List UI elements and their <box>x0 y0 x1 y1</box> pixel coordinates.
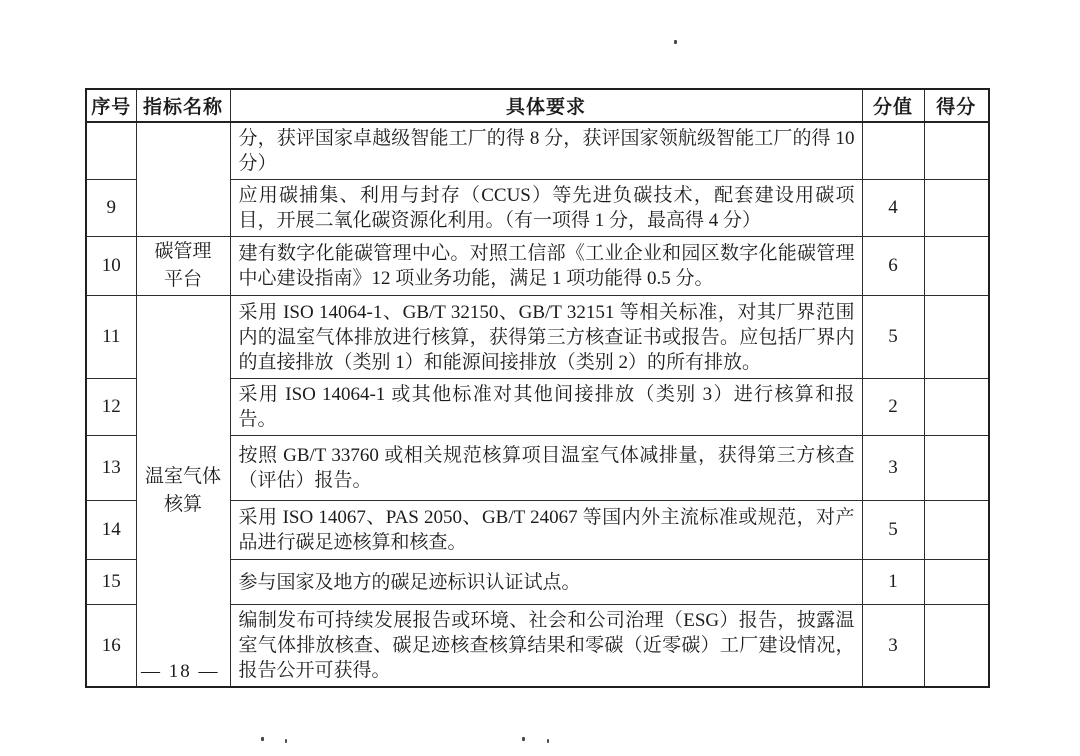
header-serial: 序号 <box>86 89 136 122</box>
cell-score <box>924 436 989 501</box>
cell-indicator-carbon-management-platform <box>136 237 230 296</box>
scan-speck <box>547 739 549 743</box>
cell-requirement: 采用 ISO 14067、PAS 2050、GB/T 24067 等国内外主流标准或规范，对产品进行碳足迹核算和核查。 <box>230 501 862 560</box>
cell-serial: 11 <box>86 296 136 379</box>
cell-score-value: 3 <box>862 605 924 688</box>
table-row-11 <box>86 296 989 379</box>
cell-score-value <box>862 122 924 180</box>
header-score-value: 分值 <box>862 89 924 122</box>
cell-serial: 14 <box>86 501 136 560</box>
scan-speck <box>285 739 287 743</box>
cell-requirement: 采用 ISO 14064-1 或其他标准对其他间接排放（类别 3）进行核算和报告。 <box>230 379 862 436</box>
cell-serial: 15 <box>86 560 136 605</box>
document-page-content <box>85 88 990 688</box>
cell-score-value: 6 <box>862 237 924 296</box>
cell-serial <box>86 122 136 180</box>
cell-score-value: 4 <box>862 180 924 237</box>
header-requirement: 具体要求 <box>230 89 862 122</box>
cell-score-value: 1 <box>862 560 924 605</box>
cell-score-value: 5 <box>862 501 924 560</box>
table-header-row <box>86 89 989 122</box>
cell-score-value: 2 <box>862 379 924 436</box>
cell-requirement: 参与国家及地方的碳足迹标识认证试点。 <box>230 560 862 605</box>
indicator-name-line: 碳管理 <box>154 241 212 262</box>
assessment-score-table <box>85 88 990 688</box>
indicator-name-line: 平台 <box>163 269 202 290</box>
cell-indicator-ghg-accounting <box>136 296 230 688</box>
cell-score <box>924 501 989 560</box>
cell-requirement: 建有数字化能碳管理中心。对照工信部《工业企业和园区数字化能碳管理中心建设指南》12 项业务功能，满足 1 项功能得 0.5 分。 <box>230 237 862 296</box>
cell-requirement: 按照 GB/T 33760 或相关规范核算项目温室气体减排量，获得第三方核查（评估）报告。 <box>230 436 862 501</box>
table-row-continuation <box>86 122 989 180</box>
cell-score <box>924 379 989 436</box>
cell-score <box>924 560 989 605</box>
cell-serial: 16 <box>86 605 136 688</box>
page-number: — 18 — <box>141 661 220 682</box>
cell-requirement: 采用 ISO 14064-1、GB/T 32150、GB/T 32151 等相关标准，对其厂界范围内的温室气体排放进行核算，获得第三方核查证书或报告。应包括厂界内的直接排放（类别 1）和能源间接排放（类别 2）的所有排放。 <box>230 296 862 379</box>
scan-speck <box>674 40 677 44</box>
cell-score <box>924 180 989 237</box>
indicator-name-line: 温室气体 <box>144 466 221 487</box>
indicator-name-line: 核算 <box>163 494 202 515</box>
cell-serial: 12 <box>86 379 136 436</box>
scan-speck <box>261 737 264 741</box>
cell-score-value: 5 <box>862 296 924 379</box>
cell-score <box>924 237 989 296</box>
cell-score <box>924 605 989 688</box>
header-score: 得分 <box>924 89 989 122</box>
cell-requirement: 应用碳捕集、利用与封存（CCUS）等先进负碳技术，配套建设用碳项目，开展二氧化碳资源化利用。（有一项得 1 分，最高得 4 分） <box>230 180 862 237</box>
cell-score <box>924 296 989 379</box>
header-indicator: 指标名称 <box>136 89 230 122</box>
cell-serial: 9 <box>86 180 136 237</box>
cell-requirement: 分，获评国家卓越级智能工厂的得 8 分，获评国家领航级智能工厂的得 10 分） <box>230 122 862 180</box>
cell-serial: 10 <box>86 237 136 296</box>
cell-score-value: 3 <box>862 436 924 501</box>
table-row-10 <box>86 237 989 296</box>
cell-requirement: 编制发布可持续发展报告或环境、社会和公司治理（ESG）报告，披露温室气体排放核查、碳足迹核查核算结果和零碳（近零碳）工厂建设情况，报告公开可获得。 <box>230 605 862 688</box>
cell-score <box>924 122 989 180</box>
scan-speck <box>522 737 525 741</box>
cell-indicator-empty <box>136 122 230 237</box>
cell-serial: 13 <box>86 436 136 501</box>
